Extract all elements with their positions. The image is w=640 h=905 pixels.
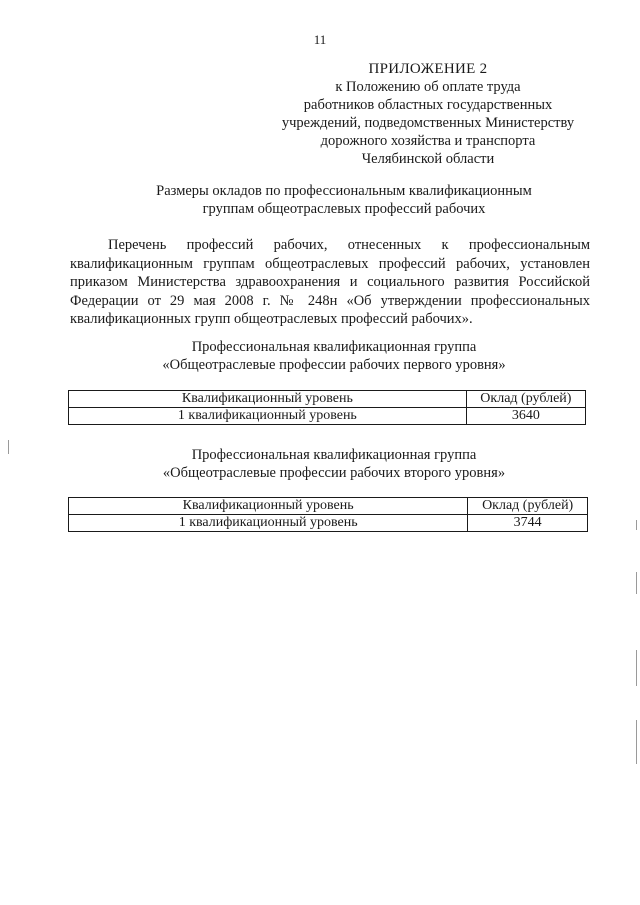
intro-paragraph [70, 236, 590, 329]
group-title-line: Профессиональная квалификационная группа [191, 447, 477, 463]
page-number: 11 [313, 32, 327, 47]
appendix-block [258, 60, 598, 168]
intro-line: приказом Министерства здравоохранения и социального развития Российской [70, 274, 590, 290]
appendix-line: Челябинской области [361, 151, 495, 167]
column-header-salary: Оклад (рублей) [466, 391, 585, 408]
level-cell: 1 квалификационный уровень [69, 408, 467, 425]
group-title-second-level [60, 446, 608, 482]
intro-line: квалификационных групп общеотраслевых профессий рабочих». [70, 311, 473, 327]
table-row [69, 515, 588, 532]
column-header-salary: Оклад (рублей) [468, 498, 588, 515]
appendix-line: работников областных государственных [303, 97, 553, 113]
appendix-line: дорожного хозяйства и транспорта [320, 133, 536, 149]
column-header-level: Квалификационный уровень [69, 498, 468, 515]
level-cell: 1 квалификационный уровень [69, 515, 468, 532]
intro-line: квалификационным группам общеотраслевых профессий рабочих, установлен [70, 255, 590, 272]
appendix-line: к Положению об оплате труда [335, 79, 521, 95]
group-title-first-level [60, 338, 608, 374]
heading-line: Размеры окладов по профессиональным квалификационным [156, 183, 532, 199]
scan-artifact [8, 440, 9, 454]
salary-table-second-level [68, 497, 588, 532]
table-header-row [69, 498, 588, 515]
table-header-row [69, 391, 586, 408]
scan-artifact [636, 572, 637, 594]
appendix-line: учреждений, подведомственных Министерству [281, 115, 575, 131]
salary-cell: 3744 [468, 515, 588, 532]
intro-line: Федерации от 29 мая 2008 г. № 248н «Об утверждении профессиональных [70, 292, 590, 309]
appendix-title: ПРИЛОЖЕНИЕ 2 [368, 61, 488, 77]
table-row [69, 408, 586, 425]
intro-line: Перечень профессий рабочих, отнесенных к профессиональным [108, 237, 590, 253]
scan-artifact [636, 650, 637, 686]
column-header-level: Квалификационный уровень [69, 391, 467, 408]
heading-line: группам общеотраслевых профессий рабочих [202, 201, 486, 217]
group-title-line: Профессиональная квалификационная группа [191, 339, 477, 355]
document-heading [80, 182, 608, 218]
salary-cell: 3640 [466, 408, 585, 425]
group-title-line: «Общеотраслевые профессии рабочих второго уровня» [162, 465, 506, 481]
scan-artifact [636, 520, 637, 530]
salary-table-first-level [68, 390, 586, 425]
group-title-line: «Общеотраслевые профессии рабочих первого уровня» [162, 357, 506, 373]
scan-artifact [636, 720, 637, 764]
